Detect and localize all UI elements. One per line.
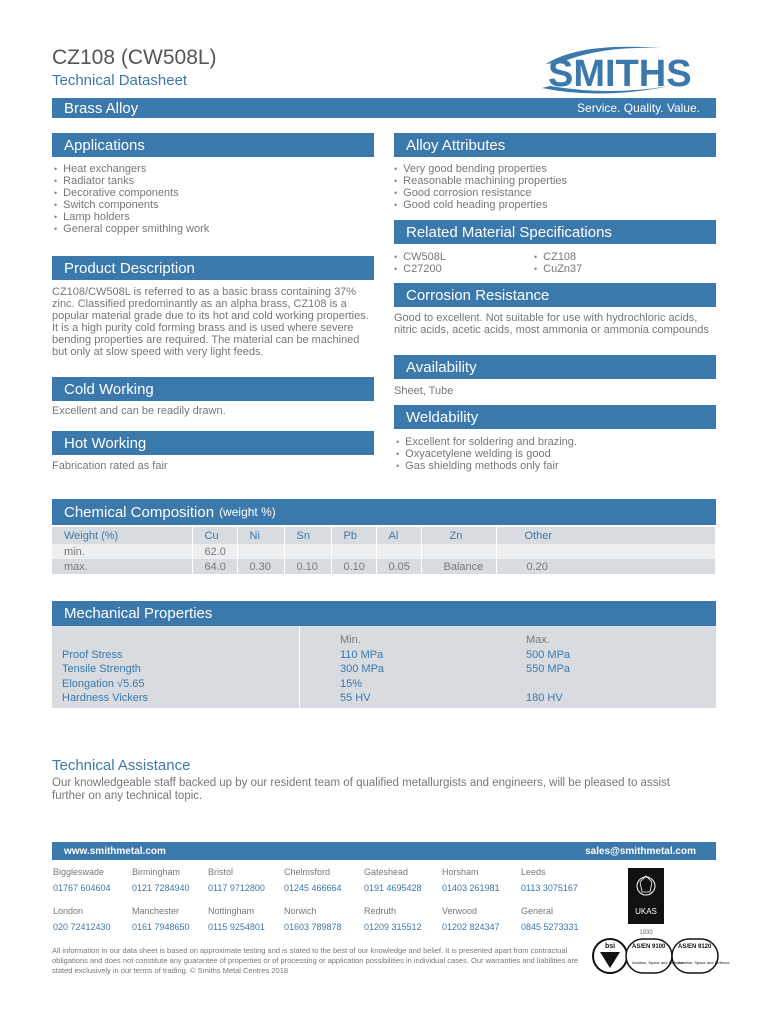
- table-cell: [237, 544, 284, 559]
- branch-phone[interactable]: 01403 261981: [442, 883, 500, 893]
- list-item: • CZ108: [534, 251, 582, 263]
- branch-name: Biggleswade: [53, 867, 105, 877]
- property-name: Hardness Vickers: [62, 692, 148, 705]
- branch-phone[interactable]: 0113 3075167: [521, 883, 578, 893]
- max-header: Max.: [526, 634, 550, 646]
- branch-general: [521, 903, 579, 935]
- assistance-heading: Technical Assistance: [52, 757, 191, 774]
- logo-text: SMITHS: [548, 53, 692, 95]
- list-item: • Excellent for soldering and brazing.: [396, 436, 577, 448]
- list-item: • CW508L: [394, 251, 446, 263]
- as9100-sub: Aviation, Space and Defence: [632, 960, 684, 965]
- list-item: • Heat exchangers: [54, 163, 209, 175]
- list-item: • Decorative components: [54, 187, 209, 199]
- weldability-list: [396, 436, 577, 472]
- list-item: • Good cold heading properties: [394, 199, 567, 211]
- category-bar: [52, 98, 716, 118]
- branch-phone[interactable]: 01767 604604: [53, 883, 111, 893]
- list-item: • Oxyacetylene welding is good: [396, 448, 577, 460]
- property-max: [526, 677, 570, 692]
- property-max: 550 MPa: [526, 663, 571, 676]
- chemical-table: [52, 527, 716, 574]
- column-header: Weight (%): [52, 527, 192, 544]
- ukas-text: UKAS: [635, 907, 657, 916]
- applications-heading: Applications: [52, 133, 374, 157]
- table-cell: [496, 544, 716, 559]
- table-cell: 0.10: [284, 559, 331, 574]
- applications-list: [54, 163, 209, 235]
- branch-bristol: [208, 864, 265, 896]
- mechanical-table: [52, 626, 716, 708]
- as9120-sub: Aviation, Space and Defence: [678, 960, 730, 965]
- table-cell: 62.0: [192, 544, 237, 559]
- property-name: Proof Stress: [62, 648, 123, 661]
- min-header: Min.: [340, 634, 361, 646]
- property-max: 500 MPa: [526, 648, 571, 661]
- list-item: • Very good bending properties: [394, 163, 567, 175]
- branch-chelmsford: [284, 864, 342, 896]
- table-cell: max.: [52, 559, 192, 574]
- branch-phone[interactable]: 0117 9712800: [208, 883, 265, 893]
- table-cell: 64.0: [192, 559, 237, 574]
- related-specs-col1: [394, 251, 446, 275]
- branch-leeds: [521, 864, 578, 896]
- hot-working-heading: Hot Working: [52, 431, 374, 455]
- as9120-text: AS/EN 9120: [678, 944, 712, 950]
- branch-name: Birmingham: [132, 867, 181, 877]
- branch-phone[interactable]: 020 72412430: [53, 922, 111, 932]
- list-item: • Reasonable machining properties: [394, 175, 567, 187]
- property-min: 55 HV: [340, 692, 371, 705]
- branch-phone[interactable]: 01209 315512: [364, 922, 422, 932]
- page-title: CZ108 (CW508L): [52, 46, 217, 69]
- table-cell: 0.20: [496, 559, 716, 574]
- table-header-row: [52, 527, 716, 544]
- table-row: [52, 559, 716, 574]
- branch-phone[interactable]: 01202 824347: [442, 922, 500, 932]
- corrosion-text: Good to excellent. Not suitable for use with hydrochloric acids, nitric acids, acetic acids, most ammonia or ammonia compounds: [394, 312, 709, 336]
- branch-name: Manchester: [132, 906, 180, 916]
- assistance-text: Our knowledgeable staff backed up by our resident team of qualified metallurgists and engineers, will be pleased to assist further on any technical topic.: [52, 777, 670, 802]
- branch-name: Chelmsford: [284, 867, 331, 877]
- branch-phone[interactable]: 01245 466664: [284, 883, 342, 893]
- table-cell: [284, 544, 331, 559]
- list-item: • CuZn37: [534, 263, 582, 275]
- cold-working-text: Excellent and can be readily drawn.: [52, 405, 226, 417]
- availability-heading: Availability: [394, 355, 716, 379]
- column-header: Al: [376, 527, 421, 544]
- footer-bar: [52, 842, 716, 860]
- ukas-number: 1930: [639, 930, 653, 936]
- table-cell: min.: [52, 544, 192, 559]
- chemical-heading: [52, 499, 716, 525]
- list-item: • Good corrosion resistance: [394, 187, 567, 199]
- cold-working-heading: Cold Working: [52, 377, 374, 401]
- related-specs-heading: Related Material Specifications: [394, 220, 716, 244]
- related-specs-col2: [534, 251, 582, 275]
- branch-phone[interactable]: 0845 5273331: [521, 922, 579, 932]
- branch-name: Redruth: [364, 906, 397, 916]
- branch-nottingham: [208, 903, 265, 935]
- hot-working-text: Fabrication rated as fair: [52, 460, 168, 472]
- branch-name: Nottingham: [208, 906, 255, 916]
- property-name: Elongation √5.65: [62, 677, 145, 690]
- bsi-text: bsi: [604, 943, 616, 950]
- branch-name: Leeds: [521, 867, 546, 877]
- table-cell: [376, 544, 421, 559]
- product-description-heading: Product Description: [52, 256, 374, 280]
- branch-name: Gateshead: [364, 867, 409, 877]
- legal-disclaimer: All information in our data sheet is based on approximate testing and is stated to the best of our knowledge and belief. It is presented apart from contractual obligations and does not constitute any guarantee of properties or of processing or application possibilities in individual cases. Our warranties and liabilities are stated exclusively in our terms of trading. © Smiths Metal Centres 2018: [52, 946, 579, 975]
- list-item: • General copper smithing work: [54, 223, 209, 235]
- chemical-heading-sub: (weight %): [219, 505, 276, 519]
- column-header: Other: [496, 527, 716, 544]
- mechanical-heading: Mechanical Properties: [52, 601, 716, 626]
- page-subtitle: Technical Datasheet: [52, 72, 188, 89]
- property-min: 110 MPa: [340, 648, 384, 661]
- branch-phone[interactable]: 01603 789878: [284, 922, 342, 932]
- table-divider: [299, 626, 300, 708]
- branch-horsham: [442, 864, 500, 896]
- ukas-badge: [628, 868, 664, 936]
- weldability-heading: Weldability: [394, 405, 716, 429]
- table-cell: 0.05: [376, 559, 421, 574]
- branch-manchester: [132, 903, 190, 935]
- website-link[interactable]: www.smithmetal.com: [64, 845, 166, 857]
- branch-biggleswade: [53, 864, 111, 896]
- branch-phone[interactable]: 0121 7284940: [132, 883, 190, 893]
- branch-london: [53, 903, 111, 935]
- branch-gateshead: [364, 864, 422, 896]
- branch-norwich: [284, 903, 342, 935]
- list-item: • Radiator tanks: [54, 175, 209, 187]
- list-item: • Switch components: [54, 199, 209, 211]
- email-link[interactable]: sales@smithmetal.com: [585, 845, 696, 857]
- alloy-attributes-list: [394, 163, 567, 211]
- property-max: 180 HV: [526, 692, 563, 705]
- chemical-heading-label: Chemical Composition: [64, 503, 215, 521]
- branch-redruth: [364, 903, 422, 935]
- list-item: • Lamp holders: [54, 211, 209, 223]
- certification-badges: [592, 938, 730, 974]
- table-cell: [421, 544, 496, 559]
- availability-text: Sheet, Tube: [394, 385, 454, 397]
- list-item: • C27200: [394, 263, 446, 275]
- column-header: Zn: [421, 527, 496, 544]
- column-header: Ni: [237, 527, 284, 544]
- category-label: Brass Alloy: [64, 99, 139, 117]
- property-min: 300 MPa: [340, 663, 385, 676]
- branch-name: Bristol: [208, 867, 234, 877]
- branch-name: London: [53, 906, 84, 916]
- table-row: [52, 544, 716, 559]
- table-cell: [331, 544, 376, 559]
- alloy-attributes-heading: Alloy Attributes: [394, 133, 716, 157]
- column-header: Cu: [192, 527, 237, 544]
- table-cell: 0.10: [331, 559, 376, 574]
- tagline: Service. Quality. Value.: [577, 101, 700, 115]
- as9100-text: AS/EN 9100: [632, 944, 666, 950]
- list-item: • Gas shielding methods only fair: [396, 460, 577, 472]
- branch-phone[interactable]: 0115 9254801: [208, 922, 265, 932]
- product-description-text: CZ108/CW508L is referred to as a basic brass containing 37% zinc. Classified predominantly as an alpha brass, CZ108 is a popular material grade due to its hot and cold working properties. It is a high purity cold forming brass and is used where severe bending properties are required. The material can be machined but only at slow speed with very light feeds.: [52, 286, 369, 358]
- smiths-logo: [540, 42, 718, 96]
- branch-phone[interactable]: 0191 4695428: [364, 883, 422, 893]
- column-header: Pb: [331, 527, 376, 544]
- branch-name: Horsham: [442, 867, 479, 877]
- property-min: 15%: [340, 677, 363, 690]
- branch-birmingham: [132, 864, 190, 896]
- property-name: Tensile Strength: [62, 663, 141, 676]
- table-cell: Balance: [421, 559, 496, 574]
- table-cell: 0.30: [237, 559, 284, 574]
- corrosion-heading: Corrosion Resistance: [394, 283, 716, 307]
- branch-name: Norwich: [284, 906, 317, 916]
- branch-verwood: [442, 903, 500, 935]
- column-header: Sn: [284, 527, 331, 544]
- branch-phone[interactable]: 0161 7948650: [132, 922, 190, 932]
- branch-name: Verwood: [442, 906, 478, 916]
- branch-name: General: [521, 906, 554, 916]
